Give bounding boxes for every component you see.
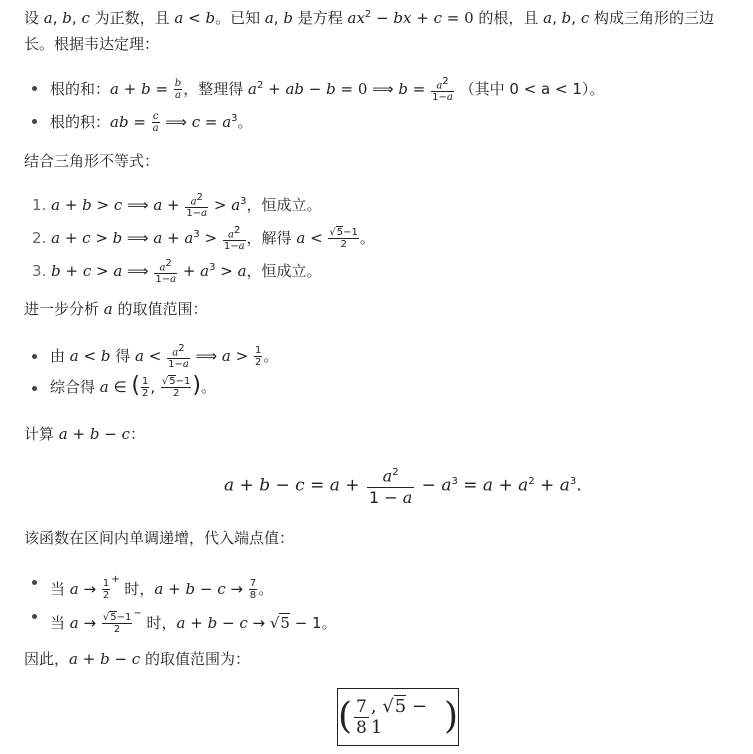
answer-box: ( 7 8 , √5 − 1 ) xyxy=(337,688,459,746)
bullet-dot xyxy=(32,386,37,391)
intro-line-1: 设 a, b, c 为正数，且 a < b。已知 a, b 是方程 $ax^2$ − bx + c = 0 的根，且 a, b, c 构成三角形的三边 xyxy=(24,9,715,27)
compute-heading: 计算 a + b − c： xyxy=(24,425,145,443)
range-bullet-1: 由 a < b 得 a < $\frac{a^2}{1-a}$ ⟹ a > $\frac{1}{2}$ 。 xyxy=(50,343,279,371)
bullet-dot xyxy=(32,580,37,585)
monotone-bullet-2: 当 a → $\frac{√5-1}{2}$ − 时，a + b − c → √5 − 1。 xyxy=(50,608,337,635)
vieta-product: 根的积：ab = $\frac{c}{a}$ ⟹ $c = a^3$。 xyxy=(50,111,253,134)
range-bullet-2: 综合得 a ∈ ( $\frac{1}{2}$ , $\frac{√5-1}{2}$ )。 xyxy=(50,373,216,399)
conclusion-heading: 因此，a + b − c 的取值范围为： xyxy=(24,650,250,668)
compute-formula: a + b − c = a + $\frac{a^2}{1 - a}$ − $a^3 = a + a^2 + a^3$. xyxy=(224,466,582,507)
range-heading: 进一步分析 a 的取值范围： xyxy=(24,300,208,318)
bullet-dot xyxy=(32,354,37,359)
vieta-sum: 根的和：a + b = $\frac{b}{a}$ ，整理得 $a^2$ + ab − b = 0 ⟹ b = $\frac{a^2}{1-a}$ （其中 0 < a < 1）。 xyxy=(50,75,605,104)
triangle-item-2: 2. a + c > b ⟹ $a + a^3$ > $\frac{a^2}{1-a}$ ，解得 a < $\frac{√5-1}{2}$ 。 xyxy=(32,224,375,253)
triangle-item-3: 3. b + c > a ⟹ $\frac{a^2}{1-a}$ + $a^3 > a$，恒成立。 xyxy=(32,257,322,286)
triangle-heading: 结合三角形不等式： xyxy=(24,152,160,170)
monotone-bullet-1: 当 a → $\frac{1}{2}$ + 时，a + b − c → $\frac{7}{8}$ 。 xyxy=(50,574,274,601)
intro-line-2: 长。根据韦达定理： xyxy=(24,35,160,53)
bullet-dot xyxy=(32,86,37,91)
bullet-dot xyxy=(32,119,37,124)
triangle-item-1: 1. a + b > c ⟹ a + $\frac{a^2}{1-a}$ > $a^3$，恒成立。 xyxy=(32,191,322,220)
monotone-heading: 该函数在区间内单调递增，代入端点值： xyxy=(24,529,295,547)
bullet-dot xyxy=(32,614,37,619)
